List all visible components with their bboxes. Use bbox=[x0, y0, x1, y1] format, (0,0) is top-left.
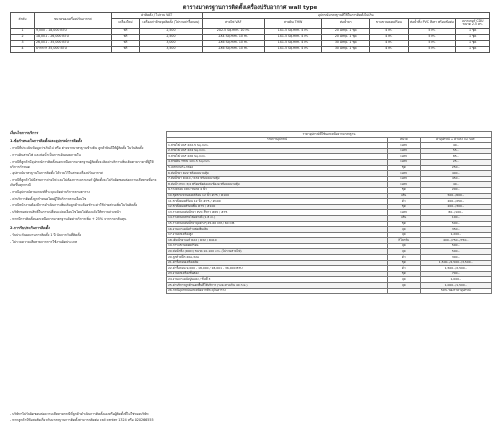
cell-ground: 1X1.5 Sq.mm. 4 m. bbox=[264, 34, 321, 40]
cell-item: 25.ค่าบริการลูกค้านอกพื้นที่ให้บริการ (ระยะทางเกิน 40 ก.ม.) bbox=[167, 283, 388, 289]
cell-price: 1,000.- bbox=[420, 277, 492, 283]
cell-item: 10.ชุดขาแขวนคอยล์ร้อน 12 นิ้ว #75 / #100 bbox=[167, 193, 388, 199]
cell-item: 11.ขาตั้งคอยล์ร้อน 12 นิ้ว #75 / #100 bbox=[167, 199, 388, 205]
cell-unit: เมตร bbox=[388, 171, 421, 177]
cell-item: 14.รางครอบสายไฟอย่างดี (1.8 m.) bbox=[167, 215, 388, 221]
cell-unit: ชุด bbox=[388, 260, 421, 266]
cell-unit: จุด bbox=[388, 277, 421, 283]
cell-unit: ชุด bbox=[388, 204, 421, 210]
cell-item: 8.ท่อน้ำ PVC 3/4 พร้อมข้อต่อและข้องอ พร้อมฉนวนหุ้ม bbox=[167, 182, 388, 188]
cell-power: 2X2.5 Sq.mm. 10 m. bbox=[202, 28, 264, 34]
cell-unit: จุด bbox=[388, 227, 421, 233]
table-row bbox=[11, 46, 490, 52]
installation-standard-table bbox=[10, 12, 490, 53]
cell-unit: เมตร bbox=[388, 176, 421, 182]
cell-unit: เมตร bbox=[388, 210, 421, 216]
cell-price: 40.- bbox=[420, 182, 492, 188]
cell-cdu: 1 ชุด bbox=[456, 40, 490, 46]
cell-unit: เส้น bbox=[388, 193, 421, 199]
cell-unit: กิโลกรัม bbox=[388, 238, 421, 244]
cell-breaker: 30 Amp. 1 ชุด bbox=[322, 46, 370, 52]
cell-drain: 5 m. bbox=[408, 28, 456, 34]
condition-item: - ค่าบริการติดตั้งถูกกำหนดโดยผู้ให้บริการตามเงื่อนไข bbox=[10, 196, 87, 201]
cell-no: 3 bbox=[11, 40, 35, 46]
cell-relocate: 3,500 bbox=[140, 46, 202, 52]
col-price: ค่าอุปกรณ์ + ค่าแรง Inc VAT. bbox=[420, 137, 492, 143]
col-pipe: ขาแขวนคอยล์ร้อน bbox=[370, 18, 408, 28]
cell-price: 50% ของราคาอุปกรณ์ bbox=[420, 288, 492, 294]
cell-price: 400.-/750.-/750.- bbox=[420, 238, 492, 244]
cell-item: 4.สายดิน THW 1X1.5 Sq.mm. bbox=[167, 159, 388, 165]
cell-price: 1,000.-/1,500.- bbox=[420, 283, 492, 289]
cell-cdu: 1 ชุด bbox=[456, 28, 490, 34]
cell-unit: จุด bbox=[388, 283, 421, 289]
cell-item: 20.ท่อน้ำทิ้ง (ROD) ขนาด 10-100 cm. (ไม่รวมสายไฟ) bbox=[167, 249, 388, 255]
cell-power: 2X6 Sq.mm. 10 m. bbox=[202, 40, 264, 46]
cell-item: 20.ลูกถ้วยปีก 20A,32A bbox=[167, 255, 388, 261]
col-drain: ท่อน้ำทิ้ง PVC สีเทา พร้อมข้อต่อ bbox=[408, 18, 456, 28]
cell-size: 18,001 - 26,000 BTU bbox=[34, 34, 111, 40]
cell-price: 350.- bbox=[420, 227, 492, 233]
cell-price: 1,200.- bbox=[420, 232, 492, 238]
cell-item: 19.การแขวนคอยล์ร้อน bbox=[167, 243, 388, 249]
footer-item: - หากลูกค้ามีข้อสงสัยเกี่ยวกับมาตรฐานการติดตั้งสามารถติดต่อ call center 1324 หรือ 020266555 bbox=[10, 417, 154, 422]
cell-no: 4 bbox=[11, 46, 35, 52]
col-new-unit: เครื่องใหม่ bbox=[111, 18, 140, 28]
cell-item: 23.งานยกเครื่องชั้นสอง bbox=[167, 271, 388, 277]
condition-item: - กรณีที่ลูกค้าไม่มีสายการจ่ายไฟ และไม่ต้องการเบรกเกอร์ ผู้ติดตั้งจะไม่รับผิดชอบต่อความเสียหายที่อาจเกิดขึ้นทุกกรณี bbox=[10, 178, 157, 187]
cell-size: 9,000 - 18,000 BTU bbox=[34, 28, 111, 34]
cell-price: 500.- bbox=[420, 243, 492, 249]
condition-item: - อุปกรณ์มาตรฐานในการติดตั้ง ได้รวมไว้ในสายเครื่องปรับอากาศ bbox=[10, 171, 103, 176]
footer-item: - บริษัทฯไม่รับผิดชอบต่อความเสียหายกรณีที่ลูกค้าดำเนินการติดตั้งเองหรือผู้ติดตั้งที่ไม่ใช่ของบริษัท bbox=[10, 411, 149, 416]
cell-new: ฟรี bbox=[111, 34, 140, 40]
col-breaker: ท่อน้ำยา bbox=[322, 18, 370, 28]
cell-price: 500.- bbox=[420, 221, 492, 227]
footer-notes bbox=[10, 410, 490, 422]
cell-ground: 1X1.5 Sq.mm. 4 m. bbox=[264, 46, 321, 52]
page-title: ตารางมาตรฐานการติดตั้งเครื่องปรับอากาศ wall type bbox=[182, 5, 318, 11]
cell-ground: 1X1.5 Sq.mm. 4 m. bbox=[264, 28, 321, 34]
cell-unit: จุด bbox=[388, 243, 421, 249]
cell-unit: ตัว bbox=[388, 199, 421, 205]
cell-unit: เมตร bbox=[388, 143, 421, 149]
cell-price: 1,500.-/2,500.-/3,500.- bbox=[420, 260, 492, 266]
service-conditions bbox=[10, 127, 160, 244]
cell-item: 3.สายไฟ VAF 2X6 Sq.mm. bbox=[167, 154, 388, 160]
price-table-caption: ราคาอุปกรณ์ที่ใช้นอกเหนือจากมาตรฐาน bbox=[167, 132, 492, 138]
col-no: ลำดับ bbox=[11, 13, 35, 29]
cell-relocate: 2,500 bbox=[140, 28, 202, 34]
col-power-cable: สายไฟ VAF bbox=[202, 18, 264, 28]
cell-unit: ชุด bbox=[388, 221, 421, 227]
cell-breaker: 20 Amp. 1 ชุด bbox=[322, 34, 370, 40]
cell-price: 500.-/600.- bbox=[420, 193, 492, 199]
cell-breaker: 30 Amp. 1 ชุด bbox=[322, 40, 370, 46]
cell-item: 1.สายไฟ VAF 2X2.5 Sq.mm. bbox=[167, 143, 388, 149]
conditions-heading: เงื่อนไขการบริการ bbox=[10, 131, 39, 135]
cell-unit: ตัว bbox=[388, 266, 421, 272]
cell-unit bbox=[388, 288, 421, 294]
cell-item: 26.กรณีอุปกรณ์นอกเหนือจากที่ระบุในตาราง bbox=[167, 288, 388, 294]
cell-item: 15.รางครอบท่อน้ำยามุมต่างๆ 45-60 CM./ 60 CM. bbox=[167, 221, 388, 227]
cell-price: 200.-/300.- bbox=[420, 204, 492, 210]
cell-breaker: 20 Amp. 1 ชุด bbox=[322, 28, 370, 34]
cell-new: ฟรี bbox=[111, 46, 140, 52]
cell-power: 2X6 Sq.mm. 10 m. bbox=[202, 46, 264, 52]
condition-item: - การเดินสายไฟ และท่อน้ำเป็นการเดินลอยภายใน bbox=[10, 153, 81, 158]
condition-item: - บริษัทขอสงวนสิทธิ์ในการเปลี่ยนแปลงเงื่อนไขโดยไม่ต้องแจ้งให้ทราบล่วงหน้า bbox=[10, 210, 121, 215]
col-cdu: เบรกเกอร์ CDU ขนาด 2.5 ตร. bbox=[456, 18, 490, 28]
col-unit: หน่วย bbox=[388, 137, 421, 143]
cell-unit: เมตร bbox=[388, 182, 421, 188]
cell-cdu: 1 ชุด bbox=[456, 46, 490, 52]
cell-item: 13.รางครอบท่อน้ำยา PVC สีขาว #65 / #75 bbox=[167, 210, 388, 216]
cell-price: 200.-/250.- bbox=[420, 199, 492, 205]
cell-item: 6.ท่อน้ำยา R22 พร้อมฉนวนหุ้ม bbox=[167, 171, 388, 177]
cell-price: 450.- bbox=[420, 176, 492, 182]
cell-price: 80.-/100.- bbox=[420, 210, 492, 216]
cell-item: 21.ค่ารื้อถอนเครื่องเดิม bbox=[167, 260, 388, 266]
cell-price: 500.- bbox=[420, 249, 492, 255]
cell-unit: จุด bbox=[388, 232, 421, 238]
cell-price: 25.- bbox=[420, 159, 492, 165]
cell-unit: ชุด bbox=[388, 271, 421, 277]
cell-relocate: 3,000 bbox=[140, 40, 202, 46]
col-size: ขนาดของเครื่องปรับอากาศ bbox=[34, 13, 111, 29]
col-item: รายการอุปกรณ์ bbox=[167, 137, 388, 143]
condition-item: - ไม่รวมความเสียหายจากการใช้งานผิดประเภท bbox=[10, 239, 78, 244]
cell-power: 2X4 Sq.mm. 10 m. bbox=[202, 34, 264, 40]
cell-price: 700.- bbox=[420, 271, 492, 277]
cell-pipe: 4 m. bbox=[370, 46, 408, 52]
col-cost-group: ค่าติดตั้ง / ไม่รวม VAT bbox=[111, 13, 202, 19]
cell-pipe: 4 m. bbox=[370, 34, 408, 40]
cell-no: 2 bbox=[11, 34, 35, 40]
cell-size: มากกว่า 35,000 BTU bbox=[34, 46, 111, 52]
cell-pipe: 4 m. bbox=[370, 40, 408, 46]
cell-drain: 5 m. bbox=[408, 46, 456, 52]
condition-item: - กรณีที่ประเมินข้อมูลว่าเกินไป หรือ ต่างจากมาตรฐานข้างต้น ลูกค้ายินดีให้ผู้ติดตั้ง ในวันติดตั้ง bbox=[10, 146, 144, 151]
table-row bbox=[167, 288, 492, 294]
cell-item: 16.งานเจาะผนังกำแพงเพิ่มเติม bbox=[167, 227, 388, 233]
cell-item: 24.งานเจาะผนังปูนแดง / ชั้นที่ 3 bbox=[167, 277, 388, 283]
conditions-subheading-1: 1.ข้อกำหนดในการติดตั้งและอุปกรณ์การติดตั้ง bbox=[10, 139, 83, 144]
cell-no: 1 bbox=[11, 28, 35, 34]
condition-item: - กรณีอุปกรณ์ตามเกณฑ์ที่ระบุจะคิดค่าบริการตามตาราง bbox=[10, 189, 90, 194]
condition-item: - รับประกันผลงานการติดตั้ง 1 ปี นับจากวันที่ติดตั้ง bbox=[10, 232, 82, 237]
cell-item: 22.ค่ารื้อถอน 9,000 - 18,000 / 18,001 - 36,000 BTU bbox=[167, 266, 388, 272]
cell-price: 1,500.-/2,500.- bbox=[420, 266, 492, 272]
extra-equipment-price-table bbox=[166, 131, 492, 294]
cell-item: 2.สายไฟ VAF 2X4 Sq.mm. bbox=[167, 148, 388, 154]
cell-price: 300.- bbox=[420, 255, 492, 261]
cell-ground: 1X1.5 Sq.mm. 4 m. bbox=[264, 40, 321, 46]
cell-unit: ชุด bbox=[388, 187, 421, 193]
col-standard-group: อุปกรณ์มาตรฐานที่ใช้ในการติดตั้งไม่เกิน bbox=[202, 13, 489, 19]
condition-item: - กรณีหน้างานต้องมีการดำเนินการเพิ่มเติมลูกค้าจะต้องชำระค่าใช้จ่ายส่วนเพิ่มในวันติดตั้ง bbox=[10, 203, 138, 208]
cell-unit: เส้น bbox=[388, 215, 421, 221]
cell-relocate: 2,500 bbox=[140, 34, 202, 40]
cell-pipe: 4 m. bbox=[370, 28, 408, 34]
cell-item: 7.ท่อน้ำยา R410 / R32 พร้อมฉนวนหุ้ม bbox=[167, 176, 388, 182]
cell-price: 40.- bbox=[420, 143, 492, 149]
cell-unit: ชุด bbox=[388, 165, 421, 171]
cell-price: 200.- bbox=[420, 187, 492, 193]
cell-unit: เมตร bbox=[388, 148, 421, 154]
cell-new: ฟรี bbox=[111, 40, 140, 46]
cell-unit: จุด bbox=[388, 249, 421, 255]
cell-item: 18.เติมน้ำยาแอร์ R22 / R32 / R410 bbox=[167, 238, 388, 244]
cell-price: 250.- bbox=[420, 165, 492, 171]
cell-unit: เมตร bbox=[388, 159, 421, 165]
condition-item: - หากมีการติดตั้งนอกเหนือจากมาตรฐานคิดค่าบริการเพิ่ม + 25% จากราคาต้นทุน bbox=[10, 217, 127, 222]
cell-size: 26,001 - 35,000 BTU bbox=[34, 40, 111, 46]
condition-item: - กรณีที่ลูกค้ามีอุปกรณ์การติดตั้งนอกเหนือจากมาตรฐานผู้ติดตั้งจะคิดค่าบริการเพิ่มเติมตามราคาที่ผู้ให้บริการกำหนด bbox=[10, 160, 154, 169]
cell-price: 400.- bbox=[420, 171, 492, 177]
col-relocate: เครื่องเก่าย้ายจุดติดตั้ง (ไม่รวมค่ารื้อถอน) bbox=[140, 18, 202, 28]
cell-unit: ตัว bbox=[388, 255, 421, 261]
cell-cdu: 1 ชุด bbox=[456, 34, 490, 40]
cell-item: 17.งานยกเครื่องสูง bbox=[167, 232, 388, 238]
col-ground-cable: สายดิน THW bbox=[264, 18, 321, 28]
cell-drain: 5 m. bbox=[408, 40, 456, 46]
cell-item: 12.ขาตั้งคอยล์ร้อนพื้น #75 / #100 bbox=[167, 204, 388, 210]
cell-new: ฟรี bbox=[111, 28, 140, 34]
cell-price: 100.- bbox=[420, 215, 492, 221]
cell-drain: 5 m. bbox=[408, 34, 456, 40]
cell-item: 9.รางครอบ CDU ขนาด 4 นิ้ว bbox=[167, 187, 388, 193]
cell-price: 55.- bbox=[420, 148, 492, 154]
cell-price: 85.- bbox=[420, 154, 492, 160]
cell-unit: เมตร bbox=[388, 154, 421, 160]
cell-item: 5.เบรกเกอร์+กล่อง bbox=[167, 165, 388, 171]
conditions-subheading-2: 2.การรับประกันการติดตั้ง bbox=[10, 225, 50, 230]
